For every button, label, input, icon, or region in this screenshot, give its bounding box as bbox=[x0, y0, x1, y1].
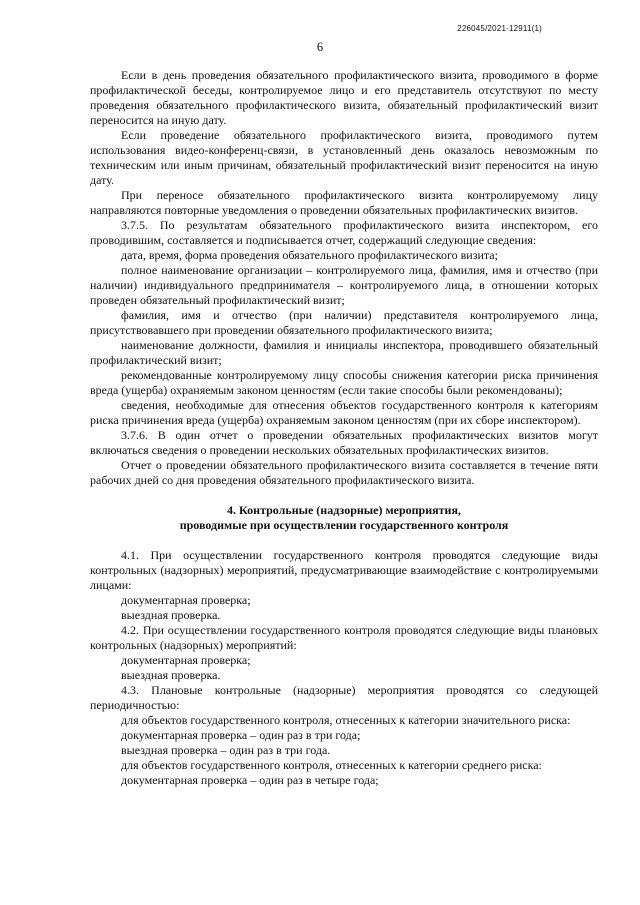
paragraph: 3.7.6. В один отчет о проведении обязательных профилактических визитов могут включаться сведения о проведении нескольких обязательных профилактических визитов. bbox=[90, 428, 598, 457]
paragraph: фамилия, имя и отчество (при наличии) представителя контролируемого лица, присутствовавшего при проведении обязательного профилактического визита; bbox=[90, 308, 598, 337]
list-item: выездная проверка – один раз в три года. bbox=[121, 743, 331, 757]
paragraph: дата, время, форма проведения обязательного профилактического визита; bbox=[121, 248, 498, 262]
paragraph: Если проведение обязательного профилактического визита, проводимого путем использования видео-конференц-связи, в установленный день оказалось невозможным по техническим или иным причинам, обязательный профилактический визит переносится на иную дату. bbox=[90, 128, 598, 187]
paragraph: Если в день проведения обязательного профилактического визита, проводимого в форме профилактической беседы, контролируемое лицо и его представитель отсутствуют по месту проведения обязательного профилактического визита, обязательный профилактический визит переносится на иную дату. bbox=[90, 68, 598, 127]
page-number: 6 bbox=[316, 40, 324, 54]
section-heading-line: проводимые при осуществлении государственного контроля bbox=[179, 518, 509, 532]
paragraph: 3.7.5. По результатам обязательного профилактического визита инспектором, его проводившим, составляется и подписывается отчет, содержащий следующие сведения: bbox=[90, 218, 598, 247]
paragraph: наименование должности, фамилия и инициалы инспектора, проводившего обязательный профилактический визит; bbox=[90, 338, 598, 367]
list-item: документарная проверка; bbox=[121, 593, 251, 607]
paragraph: для объектов государственного контроля, отнесенных к категории значительного риска: bbox=[121, 713, 571, 727]
paragraph: Отчет о проведении обязательного профилактического визита составляется в течение пяти рабочих дней со дня проведения обязательного профилактического визита. bbox=[90, 458, 598, 487]
paragraph: При переносе обязательного профилактического визита контролируемому лицу направляются повторные уведомления о проведении обязательных профилактических визитов. bbox=[90, 188, 598, 217]
paragraph: рекомендованные контролируемому лицу способы снижения категории риска причинения вреда (ущерба) охраняемым законом ценностям (если такие способы были рекомендованы); bbox=[90, 368, 598, 397]
paragraph: 4.2. При осуществлении государственного контроля проводятся следующие виды плановых контрольных (надзорных) мероприятий: bbox=[90, 623, 598, 652]
paragraph: для объектов государственного контроля, отнесенных к категории среднего риска: bbox=[121, 758, 542, 772]
paragraph: 4.1. При осуществлении государственного контроля проводятся следующие виды контрольных (надзорных) мероприятий, предусматривающие взаимодействие с контролируемыми лицами: bbox=[90, 548, 598, 592]
list-item: документарная проверка; bbox=[121, 653, 251, 667]
list-item: документарная проверка – один раз в четыре года; bbox=[121, 773, 379, 787]
paragraph: сведения, необходимые для отнесения объектов государственного контроля к категориям риска причинения вреда (ущерба) охраняемым законом ценностям (при их сборе инспектором). bbox=[90, 398, 598, 427]
list-item: выездная проверка. bbox=[121, 668, 221, 682]
document-number: 226045/2021-12911(1) bbox=[457, 24, 542, 33]
paragraph: полное наименование организации – контролируемого лица, фамилия, имя и отчество (при наличии) индивидуального предпринимателя – контролируемого лица, в отношении которых проведен обязательный профилактический визит; bbox=[90, 263, 598, 307]
list-item: выездная проверка. bbox=[121, 608, 221, 622]
list-item: документарная проверка – один раз в три года; bbox=[121, 728, 361, 742]
paragraph: 4.3. Плановые контрольные (надзорные) мероприятия проводятся со следующей периодичностью: bbox=[90, 683, 598, 712]
document-body bbox=[90, 68, 598, 788]
section-heading-line: 4. Контрольные (надзорные) мероприятия, bbox=[227, 503, 461, 517]
section-heading bbox=[90, 503, 598, 533]
